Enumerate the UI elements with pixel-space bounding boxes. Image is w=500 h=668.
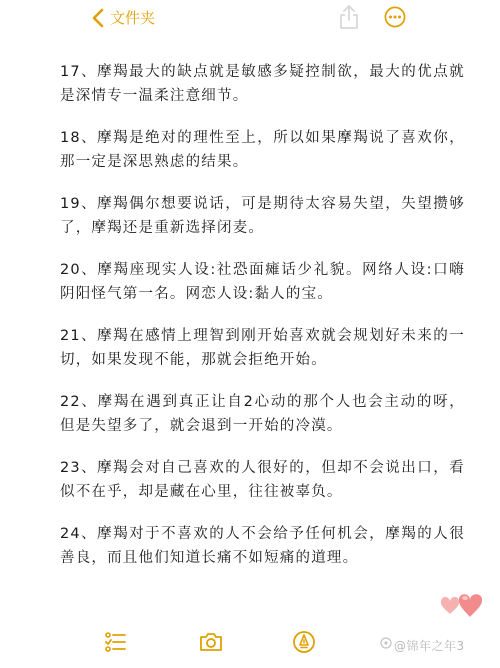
back-label: 文件夹 — [110, 9, 156, 27]
note-paragraph: 18、摩羯是绝对的理性至上，所以如果摩羯说了喜欢你，那一定是深思熟虑的结果。 — [60, 130, 465, 170]
hearts-sticker-icon — [436, 586, 486, 626]
top-bar — [0, 0, 500, 40]
ellipsis-circle-icon[interactable] — [384, 6, 406, 28]
note-body[interactable] — [60, 60, 465, 588]
note-paragraph: 22、摩羯在遇到真正让自2心动的那个人也会主动的呀，但是失望多了，就会退到一开始的冷漠。 — [60, 394, 465, 434]
share-icon[interactable] — [337, 4, 361, 30]
chevron-left-icon — [92, 8, 104, 28]
watermark-logo-icon — [380, 637, 392, 649]
watermark-text: @锦年之年3 — [394, 639, 465, 653]
note-paragraph: 17、摩羯最大的缺点就是敏感多疑控制欲，最大的优点就是深情专一温柔注意细节。 — [60, 64, 465, 104]
back-button[interactable] — [92, 6, 155, 30]
note-paragraph: 23、摩羯会对自己喜欢的人很好的，但却不会说出口，看似不在乎，却是藏在心里，往往被辜负。 — [60, 460, 465, 500]
pen-circle-icon[interactable] — [292, 630, 316, 654]
camera-icon[interactable] — [198, 630, 224, 654]
note-paragraph: 20、摩羯座现实人设:社恐面瘫话少礼貌。网络人设:口嗨阴阳怪气第一名。网恋人设:黏人的宝。 — [60, 262, 465, 302]
note-paragraph: 24、摩羯对于不喜欢的人不会给予任何机会，摩羯的人很善良，而且他们知道长痛不如短痛的道理。 — [60, 526, 465, 566]
note-paragraph: 19、摩羯偶尔想要说话，可是期待太容易失望，失望攒够了，摩羯还是重新选择闭麦。 — [60, 196, 465, 236]
note-paragraph: 21、摩羯在感情上理智到刚开始喜欢就会规划好未来的一切，如果发现不能，那就会拒绝开始。 — [60, 328, 465, 368]
checklist-icon[interactable] — [104, 630, 128, 654]
